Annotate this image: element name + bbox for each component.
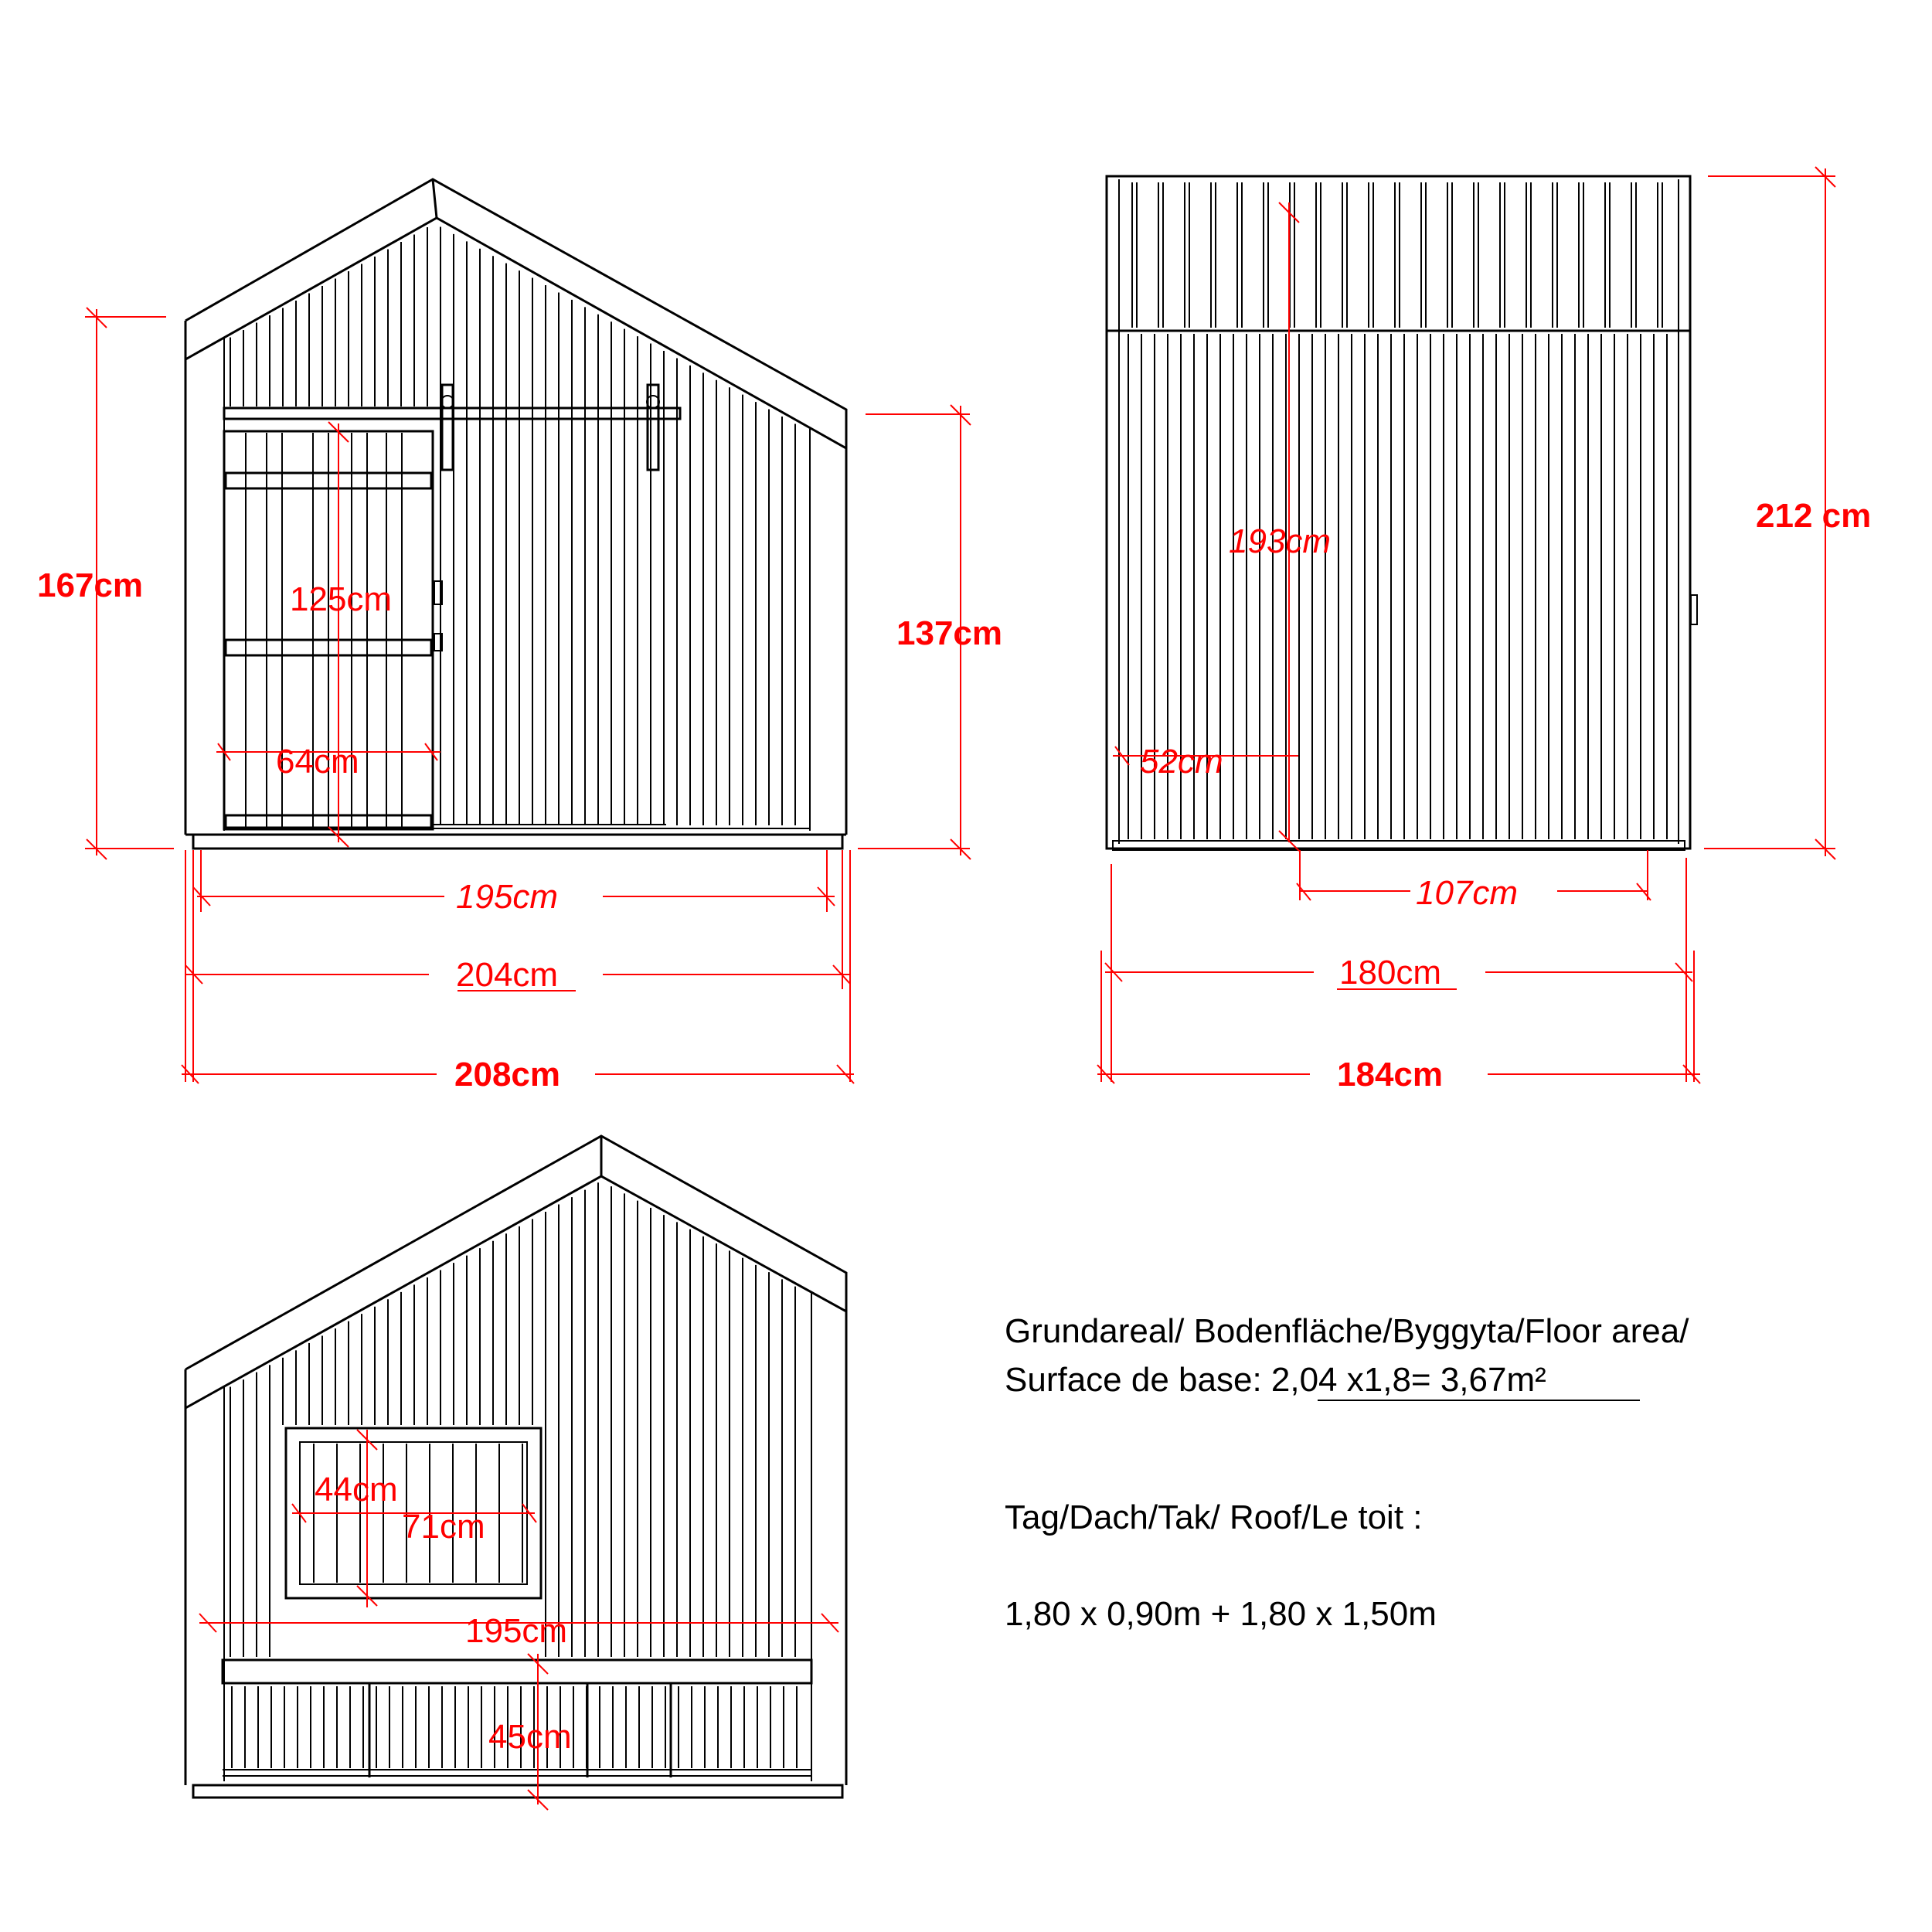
- floor-area-value: 2,04 x1,8= 3,67m²: [1270, 1361, 1546, 1399]
- front-elevation: [37, 179, 1002, 1094]
- floor-area-line1: Grundareal/ Bodenfläche/Byggyta/Floor area/: [1005, 1312, 1689, 1350]
- dim-front-total-width: 208cm: [454, 1056, 561, 1094]
- dim-side-section-width: 107cm: [1416, 874, 1519, 912]
- dim-door-width: 64cm: [276, 743, 359, 781]
- dim-bench-height: 45cm: [488, 1718, 572, 1756]
- dim-side-base-width: 180cm: [1339, 954, 1442, 992]
- specs-notes: [1005, 1312, 1689, 1633]
- dim-front-base-width: 204cm: [456, 956, 559, 994]
- front-cladding: [230, 226, 795, 825]
- dim-front-height-right: 137cm: [896, 614, 1003, 652]
- side-elevation: [1097, 167, 1871, 1094]
- side-dimensions: [1097, 167, 1835, 1083]
- dim-window-height: 44cm: [315, 1471, 398, 1509]
- side-latch[interactable]: [1691, 595, 1697, 624]
- back-roof-outline: [185, 1136, 846, 1408]
- dim-side-wall-height: 193cm: [1229, 522, 1332, 560]
- dim-door-height: 125cm: [290, 580, 393, 618]
- back-elevation: [185, 1136, 846, 1810]
- floor-area-label: Surface de base:: [1005, 1361, 1271, 1399]
- floor-area-line2: [1005, 1361, 1546, 1399]
- back-base: [193, 1785, 842, 1798]
- dim-front-height-left: 167cm: [37, 566, 144, 604]
- side-roof-boards: [1132, 182, 1662, 328]
- front-base: [193, 835, 842, 849]
- roof-value: 1,80 x 0,90m + 1,80 x 1,50m: [1005, 1595, 1437, 1633]
- dim-side-total-width: 184cm: [1337, 1056, 1444, 1094]
- dim-side-total-height: 212 cm: [1756, 497, 1872, 535]
- dim-front-inner-width: 195cm: [456, 878, 559, 916]
- roof-label: Tag/Dach/Tak/ Roof/Le toit :: [1005, 1498, 1423, 1536]
- dim-side-panel-width: 52cm: [1140, 743, 1223, 781]
- dim-back-inner-width: 195cm: [465, 1612, 568, 1650]
- back-cladding: [230, 1182, 795, 1657]
- dim-window-width: 71cm: [402, 1508, 485, 1546]
